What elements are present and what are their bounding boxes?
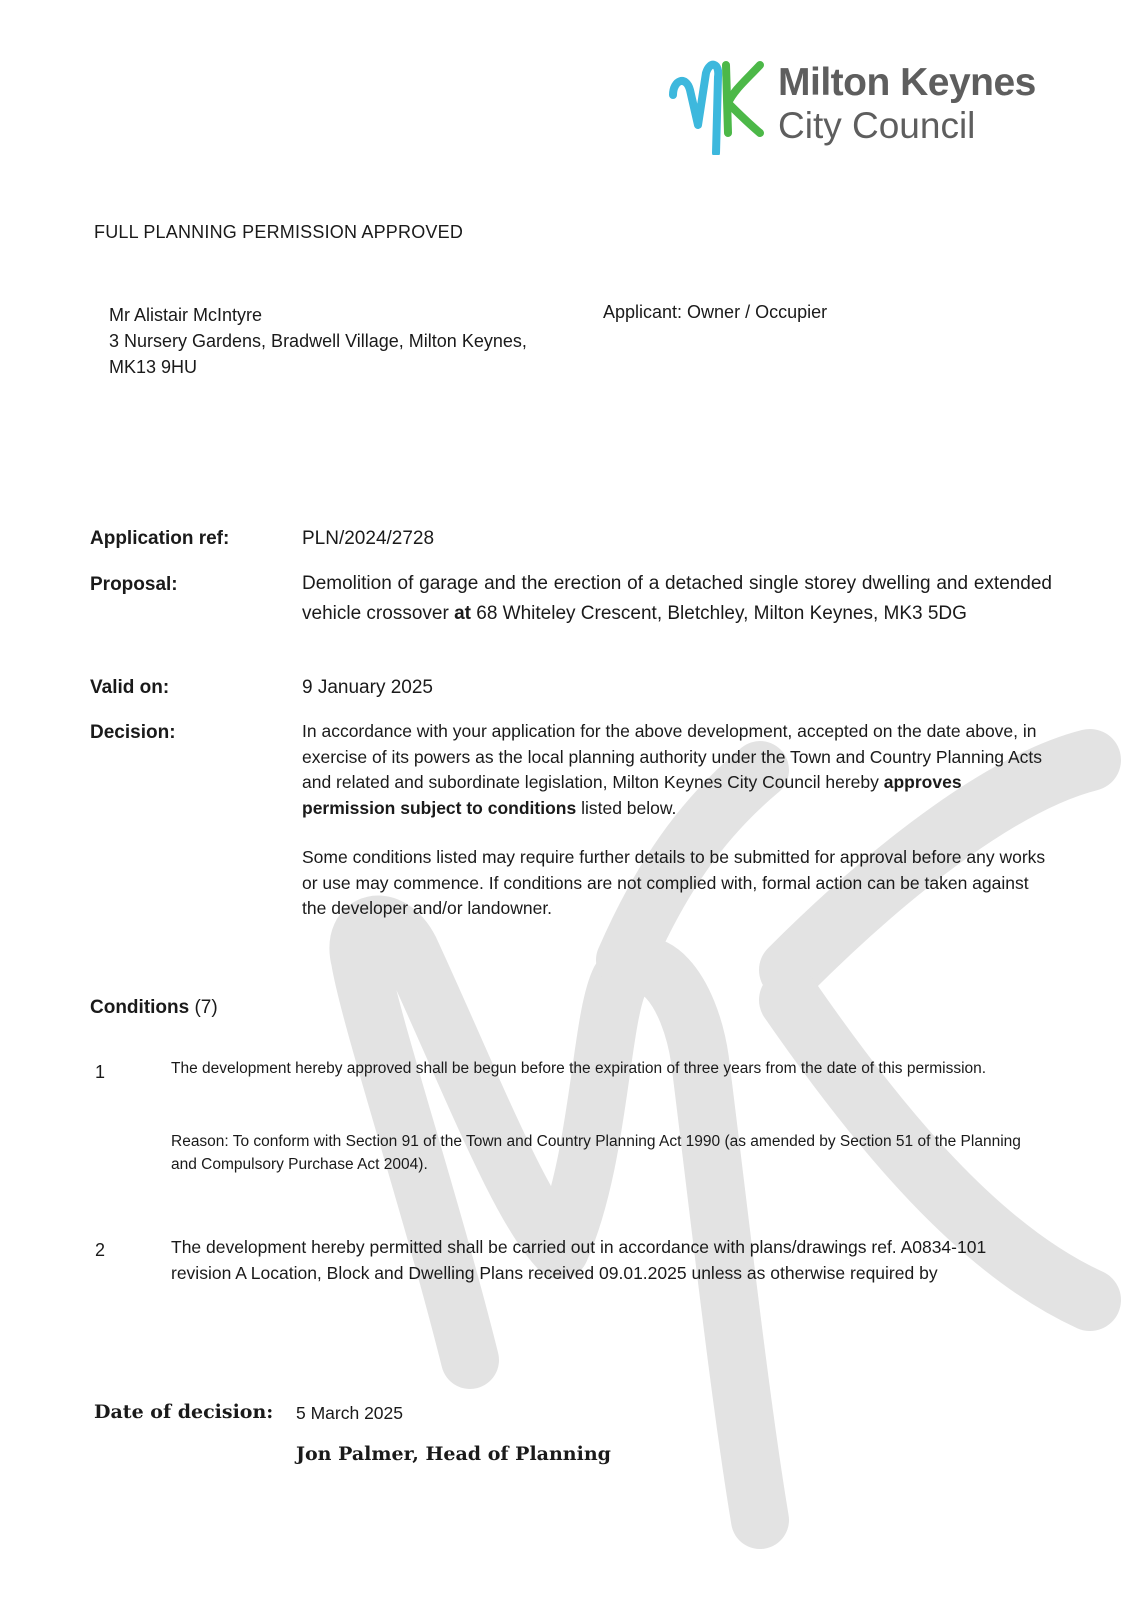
decision-text-bold: approves permission subject to conditions xyxy=(302,772,962,818)
proposal-label: Proposal: xyxy=(90,574,178,595)
conditions-heading xyxy=(90,997,218,1019)
condition-text: The development hereby approved shall be begun before the expiration of three years from the date of this permission. xyxy=(171,1060,987,1077)
conditions-title: Conditions xyxy=(90,997,190,1018)
date-of-decision-label: Date of decision: xyxy=(94,1401,274,1423)
recipient-name: Mr Alistair McIntyre xyxy=(109,305,263,325)
proposal-text-bold: at xyxy=(454,603,471,624)
decision-paragraph-2: Some conditions listed may require further details to be submitted for approval before any works or use may commence. If conditions are not complied with, formal action can be taken against the developer and/or landowner. xyxy=(302,847,1046,918)
logo-text-line1: Milton Keynes xyxy=(778,61,1036,104)
proposal-text xyxy=(302,569,1052,629)
applicant-type: Applicant: Owner / Occupier xyxy=(603,302,828,322)
condition-reason: Reason: To conform with Section 91 of the Town and Country Planning Act 1990 (as amended by Section 51 of the Planning and Compulsory Purchase Act 2004). xyxy=(171,1133,1021,1173)
application-ref-label: Application ref: xyxy=(90,528,230,549)
recipient-address-line1: 3 Nursery Gardens, Bradwell Village, Milton Keynes, xyxy=(109,331,527,351)
recipient-address-block xyxy=(109,302,527,380)
decision-text-post: listed below. xyxy=(581,797,677,818)
decision-text-pre: In accordance with your application for the above development, accepted on the date above, in exercise of its powers as the local planning authority under the Town and Country Planning Acts and related and subordinate legislation, Milton Keynes City Council hereby xyxy=(302,721,1042,792)
proposal-text-post: 68 Whiteley Crescent, Bletchley, Milton Keynes, MK3 5DG xyxy=(476,603,967,624)
application-ref-value: PLN/2024/2728 xyxy=(302,528,435,549)
document-heading: FULL PLANNING PERMISSION APPROVED xyxy=(94,222,464,242)
decision-paragraph-1 xyxy=(302,719,1052,821)
conditions-count: (7) xyxy=(194,997,218,1018)
council-logo xyxy=(668,55,1058,160)
signatory: Jon Palmer, Head of Planning xyxy=(296,1443,611,1465)
mk-logo-mark-icon xyxy=(668,55,768,155)
valid-on-value: 9 January 2025 xyxy=(302,677,433,698)
valid-on-label: Valid on: xyxy=(90,677,170,698)
logo-text-line2: City Council xyxy=(778,105,976,146)
recipient-address-line2: MK13 9HU xyxy=(109,357,198,377)
condition-number: 2 xyxy=(95,1240,106,1260)
proposal-text-pre: Demolition of garage and the erection of a detached single storey dwelling and extended vehicle crossover xyxy=(302,573,1052,624)
date-of-decision-value: 5 March 2025 xyxy=(296,1403,404,1423)
condition-number: 1 xyxy=(95,1062,106,1082)
decision-label: Decision: xyxy=(90,722,176,743)
condition-text: The development hereby permitted shall be carried out in accordance with plans/drawings ref. A0834-101 revision A Location, Block and Dwelling Plans received 09.01.2025 unless as otherwise required by xyxy=(171,1237,987,1283)
